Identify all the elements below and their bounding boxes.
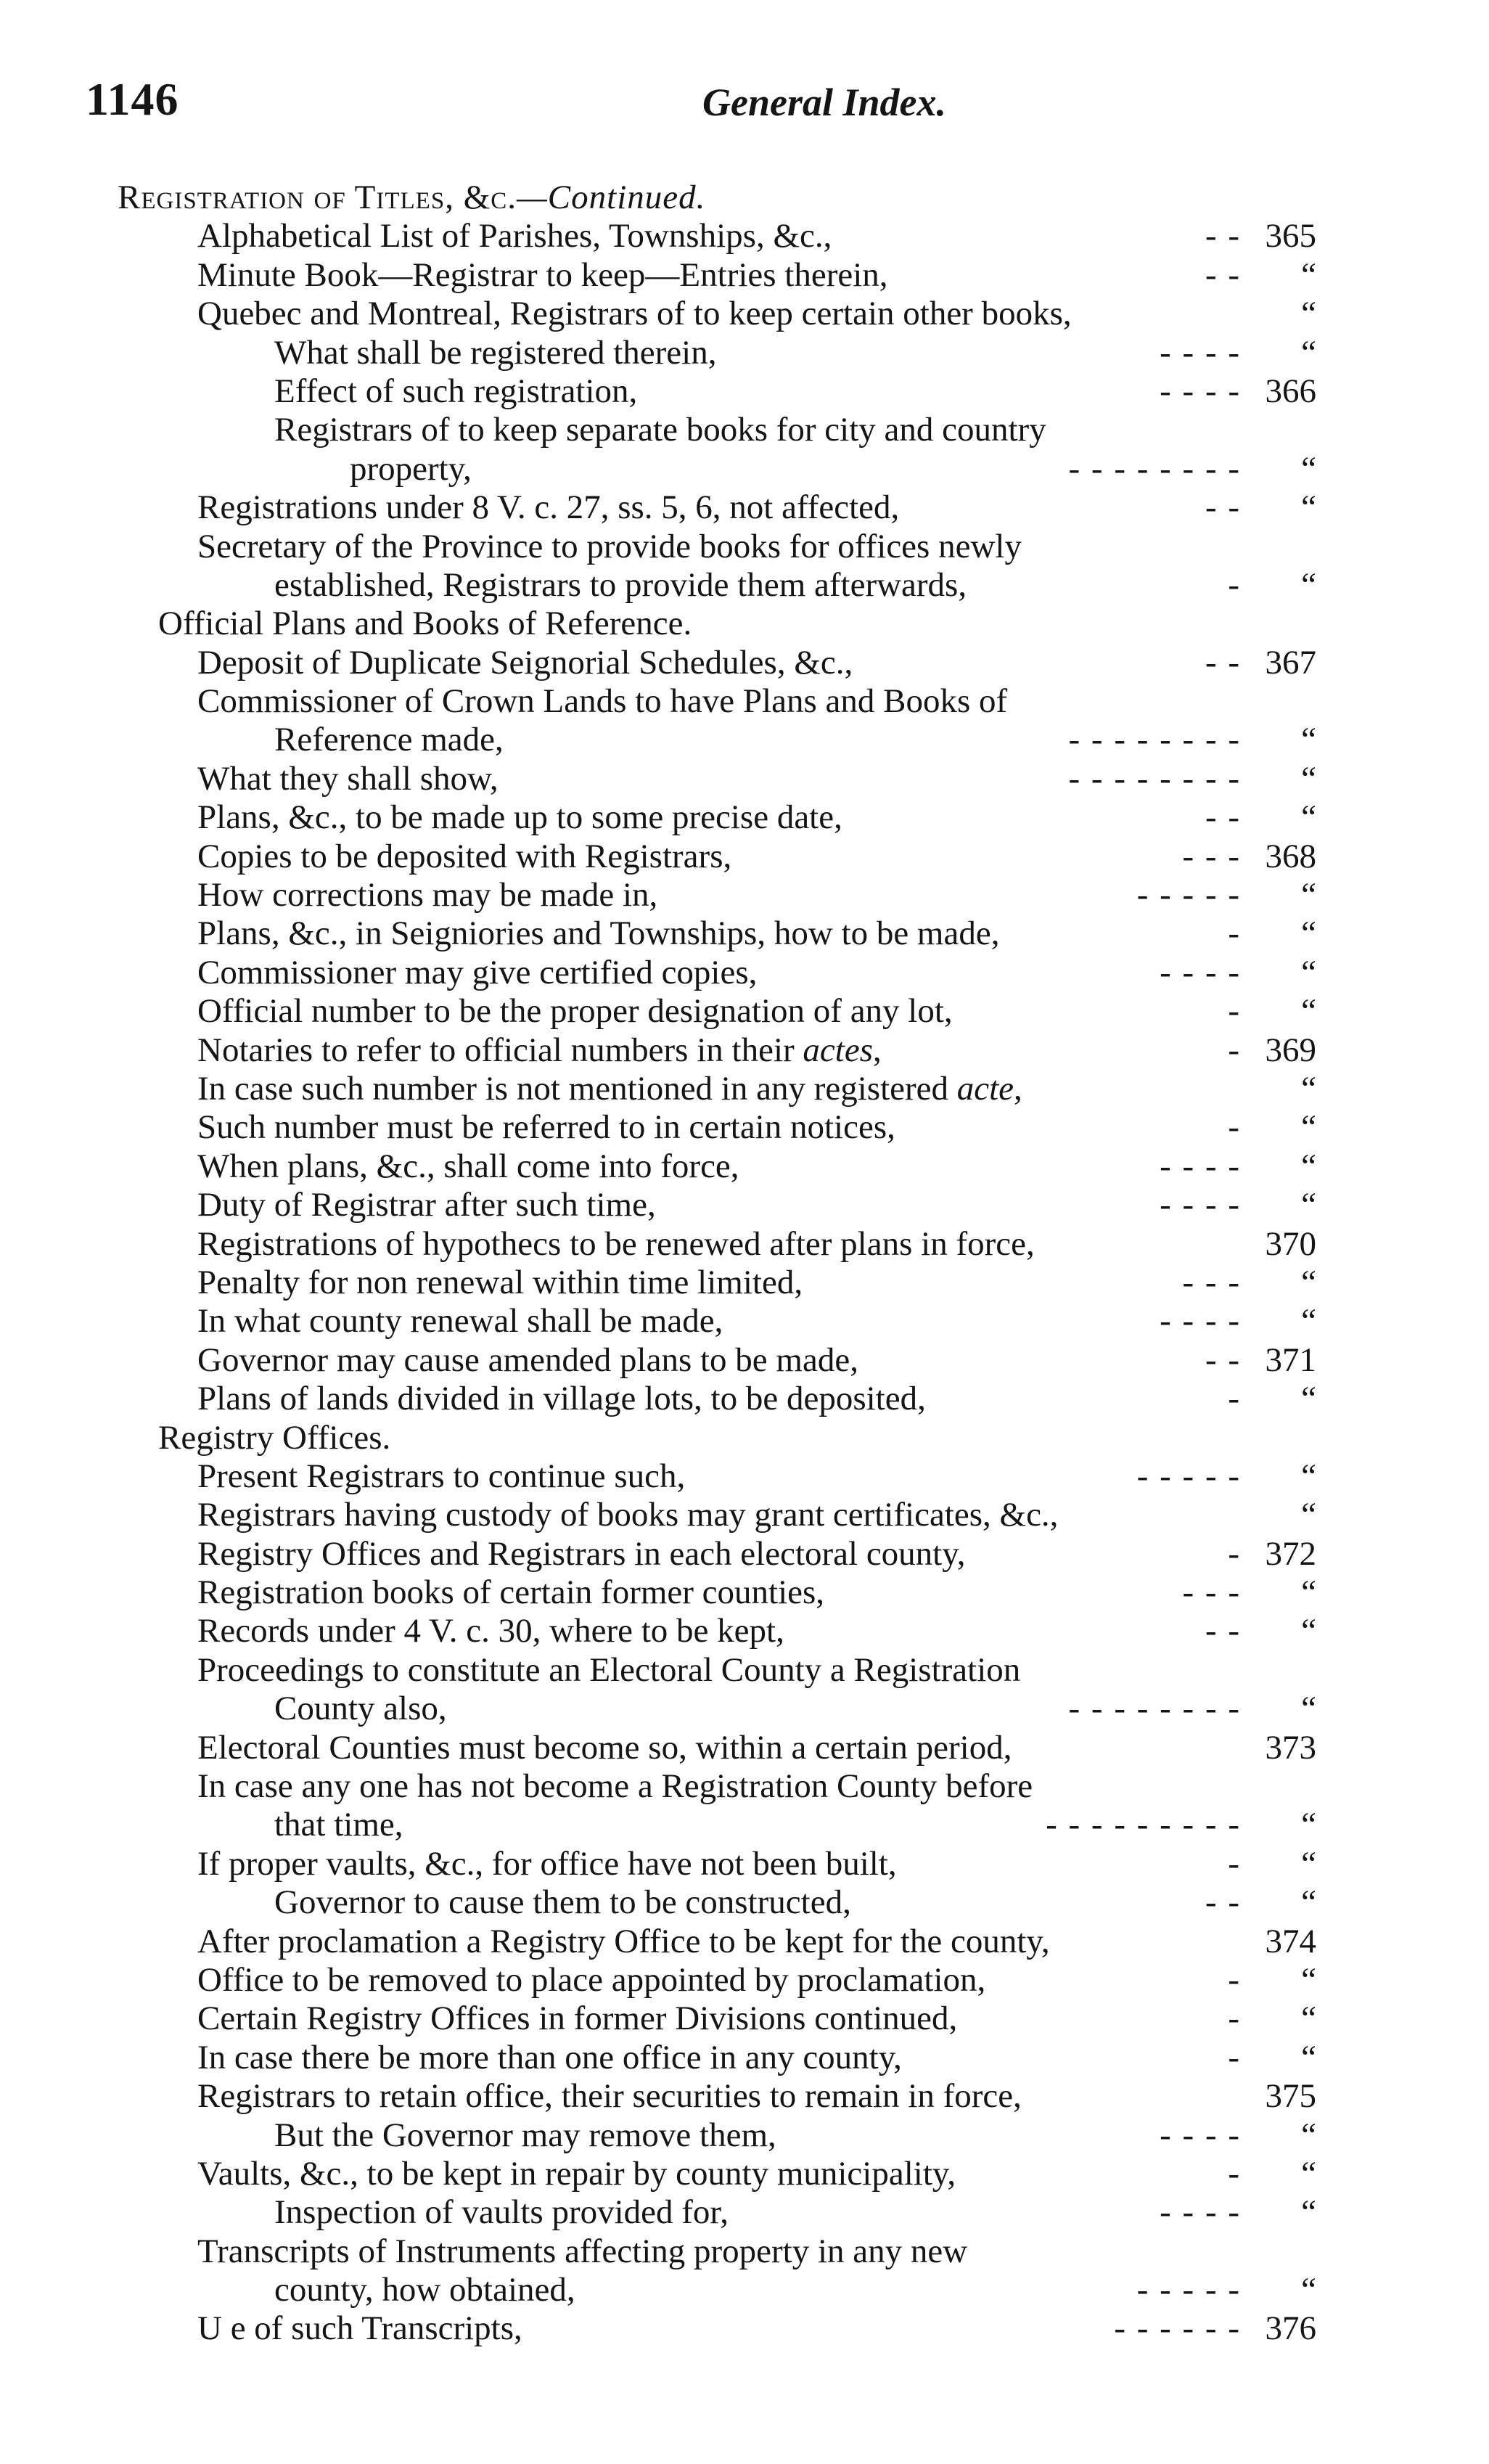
index-entry: [0, 1380, 1489, 1418]
index-entry-text: Certain Registry Offices in former Divisions continued,: [197, 2000, 958, 2038]
index-entry-text: Quebec and Montreal, Registrars of to keep certain other books,: [197, 295, 1072, 333]
index-entry-text: Transcripts of Instruments affecting property in any new: [197, 2232, 968, 2270]
dot-leader: - - - -: [1160, 953, 1241, 991]
index-entry-text: In what county renewal shall be made,: [197, 1302, 723, 1341]
page-reference: “: [1301, 1573, 1316, 1612]
dot-leader: - - - -: [1160, 2193, 1241, 2232]
index-entry-text: Registrars to retain office, their securities to remain in force,: [197, 2077, 1022, 2116]
dot-leader: - - - -: [1160, 2116, 1241, 2154]
running-title: General Index.: [702, 81, 946, 124]
page-reference: “: [1301, 1612, 1316, 1650]
page-reference: “: [1301, 255, 1316, 294]
index-entry: [0, 1729, 1489, 1767]
dot-leader: - -: [1205, 1612, 1241, 1650]
dot-leader: -: [1228, 1380, 1241, 1418]
index-entry-text: property,: [350, 449, 472, 488]
dot-leader: - - - - - - - -: [1068, 449, 1241, 488]
index-entry-text: Office to be removed to place appointed by proclamation,: [197, 1960, 986, 1999]
index-entry-text: Registrations of hypothecs to be renewed after plans in force,: [197, 1224, 1035, 1263]
dot-leader: -: [1228, 565, 1241, 604]
dot-leader: -: [1228, 1031, 1241, 1069]
page-reference: 371: [1265, 1341, 1316, 1379]
index-entry: [0, 566, 1489, 605]
page-reference: “: [1301, 953, 1316, 991]
index-entry-text: In case there be more than one office in any county,: [197, 2038, 902, 2076]
index-entry: [0, 1186, 1489, 1224]
index-entry: [0, 1031, 1489, 1070]
index-entry-text: that time,: [274, 1806, 403, 1844]
page-reference: “: [1301, 798, 1316, 837]
page-reference: 375: [1265, 2077, 1316, 2116]
dot-leader: - - - -: [1160, 1302, 1241, 1341]
index-entry-text: Secretary of the Province to provide books for offices newly: [197, 527, 1022, 565]
index-entry-text: Commissioner of Crown Lands to have Plans and Books of: [197, 682, 1008, 721]
page-reference: “: [1301, 1883, 1316, 1922]
index-entry-text: When plans, &c., shall come into force,: [197, 1147, 739, 1185]
page-reference: “: [1301, 1147, 1316, 1185]
page-reference: “: [1301, 1457, 1316, 1495]
page-reference: “: [1301, 449, 1316, 488]
index-entry-text: county, how obtained,: [274, 2271, 575, 2309]
dot-leader: - -: [1205, 217, 1241, 255]
page-reference: “: [1301, 1690, 1316, 1728]
index-entry: [0, 2271, 1489, 2309]
index-entry: [0, 1612, 1489, 1650]
dot-leader: - - - - -: [1136, 2271, 1241, 2309]
dot-leader: - - - - - - - - -: [1046, 1806, 1241, 1844]
page-reference: “: [1301, 2271, 1316, 2309]
index-entry: [0, 1225, 1489, 1264]
page-reference: “: [1301, 1186, 1316, 1224]
dot-leader: - - -: [1182, 837, 1241, 875]
index-entry-text: Such number must be referred to in certain notices,: [197, 1108, 895, 1147]
index-entry: [0, 2155, 1489, 2193]
index-entry: [0, 1070, 1489, 1108]
dot-leader: - -: [1205, 255, 1241, 294]
index-entry-text: Deposit of Duplicate Seignorial Schedules, &c.,: [197, 643, 853, 682]
index-entry: [0, 992, 1489, 1031]
index-entry-text: Registrars of to keep separate books for city and country: [274, 411, 1046, 449]
page-reference: “: [1301, 1108, 1316, 1147]
index-entry: [0, 1690, 1489, 1728]
page-reference: “: [1301, 1302, 1316, 1341]
dot-leader: - - -: [1182, 1263, 1241, 1301]
dot-leader: -: [1228, 2154, 1241, 2193]
dot-leader: - - - - - -: [1114, 2309, 1241, 2348]
index-entry: [0, 2116, 1489, 2155]
index-entry: [0, 1264, 1489, 1302]
page-number: 1146: [86, 73, 179, 125]
page-reference: 370: [1265, 1224, 1316, 1263]
index-entry: [0, 1573, 1489, 1612]
index-entry-text: If proper vaults, &c., for office have not been built,: [197, 1844, 897, 1883]
index-entry-text: Official number to be the proper designation of any lot,: [197, 992, 953, 1031]
section-heading-title: Registration of Titles, &c.: [118, 179, 517, 216]
page-reference: “: [1301, 2116, 1316, 2154]
index-entry: [0, 1302, 1489, 1341]
index-entry-text: Inspection of vaults provided for,: [274, 2193, 729, 2232]
index-entry: [0, 1457, 1489, 1496]
index-entry: [0, 1419, 1489, 1457]
dot-leader: - -: [1205, 488, 1241, 527]
index-entry-text: Registry Offices.: [158, 1418, 391, 1457]
page-reference: 369: [1265, 1031, 1316, 1069]
index-entry: [0, 1147, 1489, 1186]
index-entry-text: How corrections may be made in,: [197, 876, 658, 914]
dot-leader: -: [1228, 992, 1241, 1031]
index-entry-text: Penalty for non renewal within time limited,: [197, 1263, 803, 1301]
index-entry-text: County also,: [274, 1690, 447, 1728]
page-reference: “: [1301, 1960, 1316, 1999]
index-entry: [0, 1767, 1489, 1806]
dot-leader: - -: [1205, 643, 1241, 682]
index-entry-text: Proceedings to constitute an Electoral County a Registration: [197, 1650, 1021, 1689]
dot-leader: -: [1228, 1108, 1241, 1147]
page-reference: “: [1301, 1496, 1316, 1534]
page-reference: “: [1301, 876, 1316, 914]
page-reference: “: [1301, 914, 1316, 953]
index-entry: [0, 528, 1489, 566]
index-entry-text: Registry Offices and Registrars in each electoral county,: [197, 1534, 966, 1573]
index-entry: [0, 1535, 1489, 1573]
page-reference: “: [1301, 1069, 1316, 1108]
page-reference: “: [1301, 759, 1316, 798]
dot-leader: - - - -: [1160, 1186, 1241, 1224]
page-reference: “: [1301, 1844, 1316, 1883]
dot-leader: -: [1228, 1534, 1241, 1573]
page-reference: “: [1301, 2193, 1316, 2232]
index-entry-text: Registrations under 8 V. c. 27, ss. 5, 6, not affected,: [197, 488, 900, 527]
index-entry-text: U e of such Transcripts,: [197, 2309, 522, 2348]
index-entry: [0, 1496, 1489, 1534]
page-reference: “: [1301, 2154, 1316, 2193]
page-reference: “: [1301, 488, 1316, 527]
index-entry: [0, 295, 1489, 333]
page-reference: “: [1301, 992, 1316, 1031]
page-reference: 372: [1265, 1534, 1316, 1573]
page-header: [0, 73, 1489, 138]
index-entry-text: Reference made,: [274, 721, 504, 759]
page-reference: 373: [1265, 1728, 1316, 1767]
page-reference: 374: [1265, 1922, 1316, 1960]
index-entry-text: Governor to cause them to be constructed,: [274, 1883, 851, 1922]
index-entry: [0, 2000, 1489, 2038]
index-entry-text: Records under 4 V. c. 30, where to be kept,: [197, 1612, 784, 1650]
index-entry: [0, 1341, 1489, 1380]
index-entry-text: After proclamation a Registry Office to be kept for the county,: [197, 1922, 1050, 1960]
dot-leader: -: [1228, 2038, 1241, 2076]
index-entry: [0, 876, 1489, 914]
index-entry-text: In case any one has not become a Registration County before: [197, 1767, 1033, 1806]
index-entry: [0, 2039, 1489, 2077]
index-entry: [0, 450, 1489, 488]
index-entry: [0, 2077, 1489, 2116]
page-reference: 365: [1265, 217, 1316, 255]
index-entry: [0, 1961, 1489, 2000]
page-reference: “: [1301, 721, 1316, 759]
index-entry-text: In case such number is not mentioned in any registered acte,: [197, 1069, 1022, 1108]
index-entry-text: Alphabetical List of Parishes, Townships, &c.,: [197, 217, 832, 255]
index-entry: [0, 954, 1489, 992]
dot-leader: - - - - - - - -: [1068, 759, 1241, 798]
index-entry: [0, 2309, 1489, 2348]
index-entry: [0, 2193, 1489, 2232]
index-entry: [0, 605, 1489, 643]
page-reference: “: [1301, 1380, 1316, 1418]
index-entry-text: Plans of lands divided in village lots, to be deposited,: [197, 1380, 926, 1418]
page-reference: “: [1301, 565, 1316, 604]
index-entry: [0, 914, 1489, 953]
index-entry: [0, 372, 1489, 411]
index-entry-text: Plans, &c., to be made up to some precise date,: [197, 798, 842, 837]
index-entry: [0, 1806, 1489, 1844]
section-heading-continued: —Continued.: [517, 179, 706, 216]
index-entry-text: Electoral Counties must become so, within a certain period,: [197, 1728, 1012, 1767]
index-entry-text: Duty of Registrar after such time,: [197, 1186, 656, 1224]
page-reference: “: [1301, 295, 1316, 333]
page-reference: “: [1301, 2038, 1316, 2076]
index-entry: [0, 2232, 1489, 2271]
index-entry-text: Governor may cause amended plans to be made,: [197, 1341, 858, 1379]
page-reference: 367: [1265, 643, 1316, 682]
page-reference: “: [1301, 1263, 1316, 1301]
index-entry-text: What shall be registered therein,: [274, 333, 717, 372]
index-entry: [0, 411, 1489, 449]
index-entry: [0, 760, 1489, 798]
page-reference: “: [1301, 1806, 1316, 1844]
index-entry: [0, 256, 1489, 295]
dot-leader: - - - - - - - -: [1068, 1690, 1241, 1728]
dot-leader: - -: [1205, 1341, 1241, 1379]
dot-leader: - -: [1205, 798, 1241, 837]
index-entry-text: Vaults, &c., to be kept in repair by county municipality,: [197, 2154, 956, 2193]
index-entry-text: Present Registrars to continue such,: [197, 1457, 686, 1495]
dot-leader: - - - - -: [1136, 1457, 1241, 1495]
index-entry-text: But the Governor may remove them,: [274, 2116, 776, 2154]
index-entry: [0, 1845, 1489, 1883]
index-entry: [0, 217, 1489, 255]
section-heading: [0, 179, 1489, 217]
index-entry-text: Copies to be deposited with Registrars,: [197, 837, 732, 875]
index-entry-text: Effect of such registration,: [274, 372, 638, 410]
index-entry-text: Registrars having custody of books may grant certificates, &c.,: [197, 1496, 1059, 1534]
page-reference: 376: [1265, 2309, 1316, 2348]
index-entry-text: established, Registrars to provide them afterwards,: [274, 565, 967, 604]
index-entry: [0, 1883, 1489, 1922]
index-entry-text: Plans, &c., in Seigniories and Townships, how to be made,: [197, 914, 1000, 953]
index-entry-text: What they shall show,: [197, 759, 499, 798]
dot-leader: - - -: [1182, 1573, 1241, 1612]
dot-leader: - - - -: [1160, 372, 1241, 410]
page-reference: 366: [1265, 372, 1316, 410]
index-entry: [0, 1651, 1489, 1690]
dot-leader: - - - -: [1160, 1147, 1241, 1185]
index-entry: [0, 1108, 1489, 1147]
index-entry: [0, 721, 1489, 759]
index-entry: [0, 334, 1489, 372]
dot-leader: -: [1228, 914, 1241, 953]
index-entry-text: Notaries to refer to official numbers in their actes,: [197, 1031, 882, 1069]
index-entries: [0, 179, 1489, 2349]
index-entry: [0, 1923, 1489, 1961]
page-reference: “: [1301, 333, 1316, 372]
dot-leader: - -: [1205, 1883, 1241, 1922]
index-entry-text: Commissioner may give certified copies,: [197, 953, 758, 991]
index-entry: [0, 644, 1489, 682]
page-reference: “: [1301, 2000, 1316, 2038]
page-reference: 368: [1265, 837, 1316, 875]
dot-leader: -: [1228, 1844, 1241, 1883]
index-entry: [0, 682, 1489, 721]
index-entry-text: Official Plans and Books of Reference.: [158, 605, 692, 643]
index-entry-text: Registration books of certain former counties,: [197, 1573, 825, 1612]
index-entry: [0, 798, 1489, 837]
dot-leader: -: [1228, 1960, 1241, 1999]
dot-leader: - - - - -: [1136, 876, 1241, 914]
dot-leader: - - - -: [1160, 333, 1241, 372]
index-entry: [0, 838, 1489, 876]
dot-leader: -: [1228, 2000, 1241, 2038]
index-entry-text: Minute Book—Registrar to keep—Entries therein,: [197, 255, 888, 294]
dot-leader: - - - - - - - -: [1068, 721, 1241, 759]
index-entry: [0, 488, 1489, 527]
